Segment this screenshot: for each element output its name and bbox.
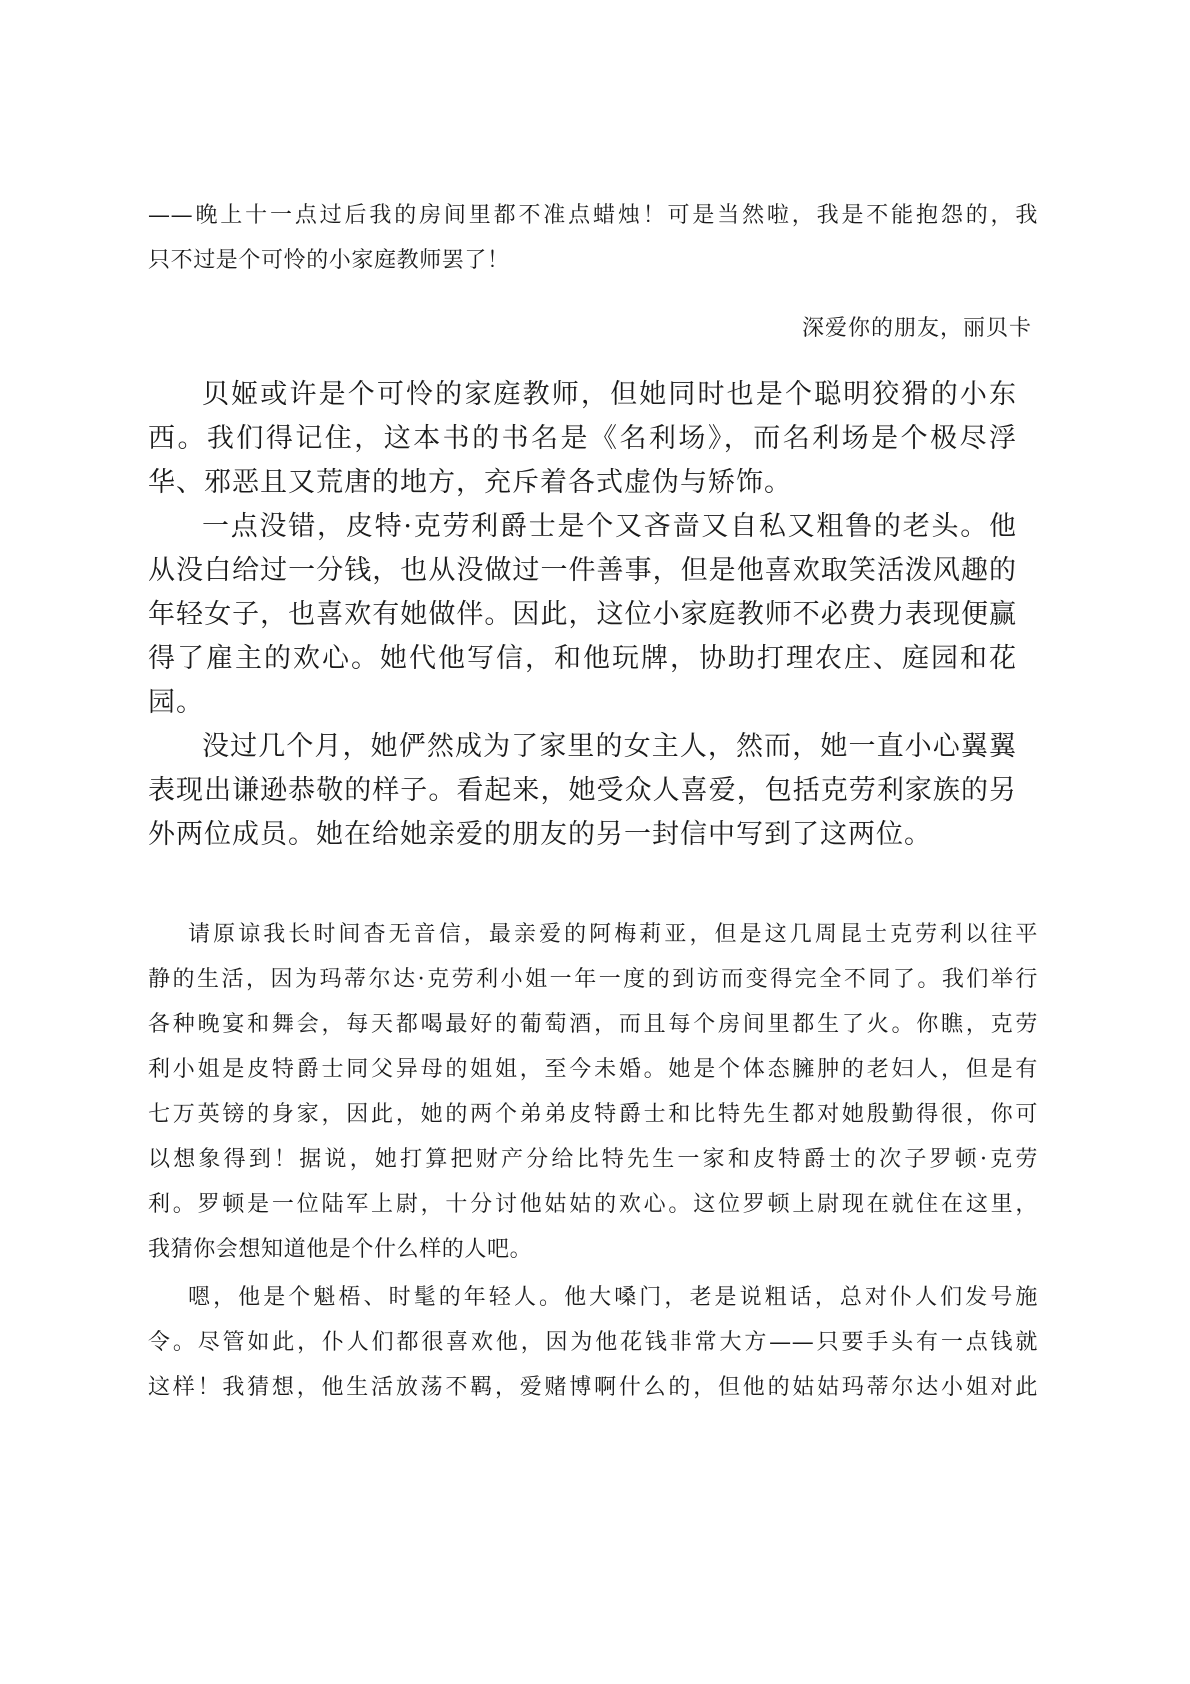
letter-bottom-p1-line-5: 七万英镑的身家，因此，她的两个弟弟皮特爵士和比特先生都对她殷勤得很，你可 (148, 1102, 1038, 1127)
letter-top-line-1: ——晚上十一点过后我的房间里都不准点蜡烛！可是当然啦，我是不能抱怨的，我 (148, 203, 1038, 228)
narrative-p3-line-2: 表现出谦逊恭敬的样子。看起来，她受众人喜爱，包括克劳利家族的另 (148, 775, 1017, 806)
letter-bottom-p1-line-1: 请原谅我长时间杳无音信，最亲爱的阿梅莉亚，但是这几周昆士克劳利以往平 (188, 922, 1038, 947)
letter-bottom-p2-line-1: 嗯，他是个魁梧、时髦的年轻人。他大嗓门，老是说粗话，总对仆人们发号施 (188, 1285, 1038, 1310)
letter-bottom-p1-line-7: 利。罗顿是一位陆军上尉，十分讨他姑姑的欢心。这位罗顿上尉现在就住在这里， (148, 1192, 1038, 1217)
narrative-p2-line-1: 一点没错，皮特·克劳利爵士是个又吝啬又自私又粗鲁的老头。他 (202, 511, 1017, 542)
narrative-p2-line-3: 年轻女子，也喜欢有她做伴。因此，这位小家庭教师不必费力表现便赢 (148, 599, 1017, 630)
narrative-p1-line-2: 西。我们得记住，这本书的书名是《名利场》，而名利场是个极尽浮 (148, 423, 1017, 454)
narrative-p2-line-2: 从没白给过一分钱，也从没做过一件善事，但是他喜欢取笑活泼风趣的 (148, 555, 1017, 586)
narrative-p1-line-1: 贝姬或许是个可怜的家庭教师，但她同时也是个聪明狡猾的小东 (202, 379, 1017, 410)
letter-signature: 深爱你的朋友，丽贝卡 (801, 316, 1032, 341)
letter-bottom-p2-line-3: 这样！我猜想，他生活放荡不羁，爱赌博啊什么的，但他的姑姑玛蒂尔达小姐对此 (148, 1375, 1038, 1400)
letter-top-line-2: 只不过是个可怜的小家庭教师罢了！ (148, 248, 510, 273)
letter-bottom-p1-line-2: 静的生活，因为玛蒂尔达·克劳利小姐一年一度的到访而变得完全不同了。我们举行 (148, 967, 1038, 992)
narrative-p2-line-4: 得了雇主的欢心。她代他写信，和他玩牌，协助打理农庄、庭园和花 (148, 643, 1017, 674)
narrative-p3-line-3: 外两位成员。她在给她亲爱的朋友的另一封信中写到了这两位。 (148, 819, 932, 850)
narrative-p2-line-5: 园。 (148, 687, 204, 718)
letter-bottom-p1-line-4: 利小姐是皮特爵士同父异母的姐姐，至今未婚。她是个体态臃肿的老妇人，但是有 (148, 1057, 1038, 1082)
letter-bottom-p1-line-3: 各种晚宴和舞会，每天都喝最好的葡萄酒，而且每个房间里都生了火。你瞧，克劳 (148, 1012, 1038, 1037)
letter-bottom-p1-line-8: 我猜你会想知道他是个什么样的人吧。 (148, 1237, 533, 1262)
letter-bottom-p1-line-6: 以想象得到！据说，她打算把财产分给比特先生一家和皮特爵士的次子罗顿·克劳 (148, 1147, 1038, 1172)
narrative-p1-line-3: 华、邪恶且又荒唐的地方，充斥着各式虚伪与矫饰。 (148, 467, 792, 498)
letter-bottom-p2-line-2: 令。尽管如此，仆人们都很喜欢他，因为他花钱非常大方——只要手头有一点钱就 (148, 1330, 1038, 1355)
narrative-p3-line-1: 没过几个月，她俨然成为了家里的女主人，然而，她一直小心翼翼 (202, 731, 1017, 762)
